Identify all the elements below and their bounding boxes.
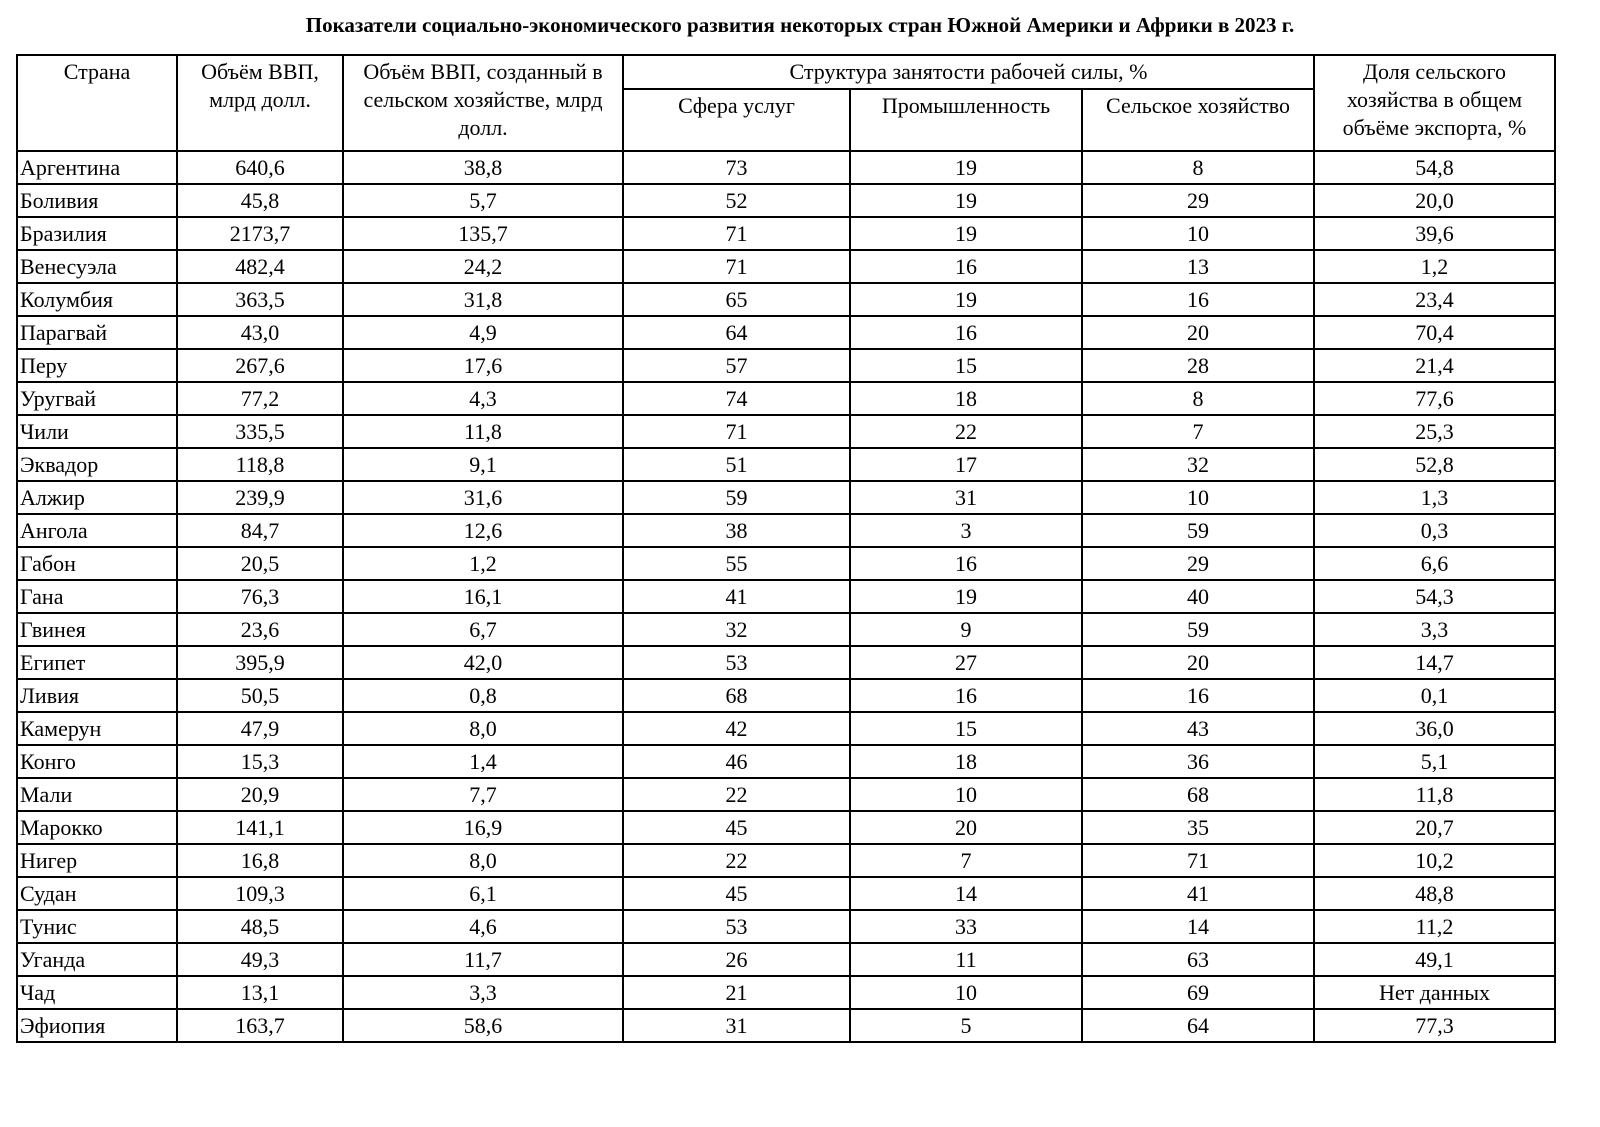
- cell-industry: 16: [850, 679, 1082, 712]
- cell-country: Эфиопия: [17, 1009, 177, 1042]
- cell-country: Марокко: [17, 811, 177, 844]
- cell-country: Тунис: [17, 910, 177, 943]
- header-gdp-agri: Объём ВВП, созданный в сельском хозяйстве, млрд долл.: [343, 55, 623, 151]
- cell-services: 31: [623, 1009, 850, 1042]
- header-employment-group: Структура занятости рабочей силы, %: [623, 55, 1314, 89]
- cell-country: Перу: [17, 349, 177, 382]
- table-row: [17, 679, 1555, 712]
- cell-services: 42: [623, 712, 850, 745]
- cell-country: Габон: [17, 547, 177, 580]
- cell-agriculture: 35: [1082, 811, 1314, 844]
- cell-country: Судан: [17, 877, 177, 910]
- cell-gdp: 363,5: [177, 283, 343, 316]
- cell-country: Ливия: [17, 679, 177, 712]
- cell-agriculture: 29: [1082, 547, 1314, 580]
- cell-industry: 16: [850, 316, 1082, 349]
- cell-agri-export-share: 49,1: [1314, 943, 1555, 976]
- cell-gdp: 239,9: [177, 481, 343, 514]
- cell-country: Венесуэла: [17, 250, 177, 283]
- cell-country: Чили: [17, 415, 177, 448]
- cell-services: 74: [623, 382, 850, 415]
- cell-agri-export-share: 23,4: [1314, 283, 1555, 316]
- cell-gdp: 84,7: [177, 514, 343, 547]
- cell-services: 73: [623, 151, 850, 184]
- cell-gdp-agri: 42,0: [343, 646, 623, 679]
- cell-gdp: 640,6: [177, 151, 343, 184]
- cell-country: Египет: [17, 646, 177, 679]
- cell-gdp: 109,3: [177, 877, 343, 910]
- cell-gdp-agri: 16,1: [343, 580, 623, 613]
- cell-country: Уганда: [17, 943, 177, 976]
- cell-gdp-agri: 31,6: [343, 481, 623, 514]
- cell-gdp-agri: 8,0: [343, 844, 623, 877]
- table-row: [17, 811, 1555, 844]
- cell-gdp-agri: 24,2: [343, 250, 623, 283]
- cell-agriculture: 16: [1082, 679, 1314, 712]
- cell-agriculture: 68: [1082, 778, 1314, 811]
- table-row: [17, 217, 1555, 250]
- table-row: [17, 844, 1555, 877]
- cell-services: 26: [623, 943, 850, 976]
- cell-agri-export-share: 25,3: [1314, 415, 1555, 448]
- cell-agri-export-share: 6,6: [1314, 547, 1555, 580]
- cell-gdp: 20,9: [177, 778, 343, 811]
- cell-agriculture: 71: [1082, 844, 1314, 877]
- cell-gdp: 76,3: [177, 580, 343, 613]
- cell-gdp: 482,4: [177, 250, 343, 283]
- cell-agriculture: 10: [1082, 217, 1314, 250]
- cell-gdp: 395,9: [177, 646, 343, 679]
- cell-industry: 10: [850, 778, 1082, 811]
- cell-gdp-agri: 4,3: [343, 382, 623, 415]
- table-row: [17, 976, 1555, 1009]
- table-row: [17, 580, 1555, 613]
- cell-agriculture: 7: [1082, 415, 1314, 448]
- cell-services: 71: [623, 415, 850, 448]
- cell-agriculture: 29: [1082, 184, 1314, 217]
- cell-agri-export-share: 11,8: [1314, 778, 1555, 811]
- header-gdp: Объём ВВП, млрд долл.: [177, 55, 343, 151]
- cell-industry: 16: [850, 250, 1082, 283]
- cell-country: Мали: [17, 778, 177, 811]
- cell-country: Алжир: [17, 481, 177, 514]
- cell-gdp-agri: 11,8: [343, 415, 623, 448]
- cell-services: 45: [623, 877, 850, 910]
- cell-agriculture: 10: [1082, 481, 1314, 514]
- table-row: [17, 283, 1555, 316]
- cell-agriculture: 59: [1082, 514, 1314, 547]
- cell-services: 57: [623, 349, 850, 382]
- cell-agri-export-share: 36,0: [1314, 712, 1555, 745]
- cell-country: Эквадор: [17, 448, 177, 481]
- table-row: [17, 745, 1555, 778]
- cell-gdp-agri: 8,0: [343, 712, 623, 745]
- cell-gdp: 77,2: [177, 382, 343, 415]
- cell-services: 64: [623, 316, 850, 349]
- cell-agri-export-share: 5,1: [1314, 745, 1555, 778]
- cell-agri-export-share: 77,3: [1314, 1009, 1555, 1042]
- header-industry: Промышленность: [850, 89, 1082, 151]
- cell-services: 71: [623, 250, 850, 283]
- cell-country: Аргентина: [17, 151, 177, 184]
- cell-gdp: 13,1: [177, 976, 343, 1009]
- cell-country: Бразилия: [17, 217, 177, 250]
- cell-country: Нигер: [17, 844, 177, 877]
- cell-country: Колумбия: [17, 283, 177, 316]
- cell-industry: 16: [850, 547, 1082, 580]
- cell-gdp: 23,6: [177, 613, 343, 646]
- cell-gdp-agri: 0,8: [343, 679, 623, 712]
- cell-agriculture: 40: [1082, 580, 1314, 613]
- table-row: [17, 349, 1555, 382]
- cell-country: Камерун: [17, 712, 177, 745]
- cell-agri-export-share: 54,8: [1314, 151, 1555, 184]
- cell-agri-export-share: 3,3: [1314, 613, 1555, 646]
- cell-services: 53: [623, 646, 850, 679]
- cell-gdp: 15,3: [177, 745, 343, 778]
- cell-services: 32: [623, 613, 850, 646]
- cell-gdp: 47,9: [177, 712, 343, 745]
- cell-gdp: 16,8: [177, 844, 343, 877]
- cell-industry: 18: [850, 382, 1082, 415]
- table-row: [17, 547, 1555, 580]
- cell-country: Гана: [17, 580, 177, 613]
- cell-agriculture: 8: [1082, 151, 1314, 184]
- cell-gdp-agri: 38,8: [343, 151, 623, 184]
- cell-country: Конго: [17, 745, 177, 778]
- cell-gdp-agri: 58,6: [343, 1009, 623, 1042]
- cell-industry: 17: [850, 448, 1082, 481]
- cell-gdp-agri: 17,6: [343, 349, 623, 382]
- cell-gdp-agri: 5,7: [343, 184, 623, 217]
- table-row: [17, 481, 1555, 514]
- cell-services: 68: [623, 679, 850, 712]
- cell-agriculture: 14: [1082, 910, 1314, 943]
- cell-industry: 18: [850, 745, 1082, 778]
- cell-services: 21: [623, 976, 850, 1009]
- cell-industry: 31: [850, 481, 1082, 514]
- cell-industry: 15: [850, 349, 1082, 382]
- cell-agri-export-share: 14,7: [1314, 646, 1555, 679]
- cell-services: 46: [623, 745, 850, 778]
- cell-industry: 33: [850, 910, 1082, 943]
- cell-agri-export-share: 20,7: [1314, 811, 1555, 844]
- cell-agriculture: 13: [1082, 250, 1314, 283]
- cell-gdp: 49,3: [177, 943, 343, 976]
- cell-agri-export-share: 52,8: [1314, 448, 1555, 481]
- cell-agri-export-share: 39,6: [1314, 217, 1555, 250]
- cell-gdp-agri: 6,7: [343, 613, 623, 646]
- cell-industry: 19: [850, 184, 1082, 217]
- cell-gdp-agri: 135,7: [343, 217, 623, 250]
- cell-services: 41: [623, 580, 850, 613]
- table-row: [17, 613, 1555, 646]
- cell-agri-export-share: 0,1: [1314, 679, 1555, 712]
- cell-agriculture: 20: [1082, 316, 1314, 349]
- cell-agri-export-share: 0,3: [1314, 514, 1555, 547]
- cell-gdp-agri: 4,9: [343, 316, 623, 349]
- cell-country: Ангола: [17, 514, 177, 547]
- cell-gdp-agri: 16,9: [343, 811, 623, 844]
- cell-agriculture: 43: [1082, 712, 1314, 745]
- cell-gdp: 50,5: [177, 679, 343, 712]
- cell-agriculture: 32: [1082, 448, 1314, 481]
- table-row: [17, 646, 1555, 679]
- cell-services: 71: [623, 217, 850, 250]
- cell-services: 55: [623, 547, 850, 580]
- cell-gdp-agri: 9,1: [343, 448, 623, 481]
- cell-agri-export-share: Нет данных: [1314, 976, 1555, 1009]
- table-row: [17, 316, 1555, 349]
- table-row: [17, 943, 1555, 976]
- header-country: Страна: [17, 55, 177, 151]
- cell-agriculture: 59: [1082, 613, 1314, 646]
- cell-gdp: 48,5: [177, 910, 343, 943]
- cell-gdp: 2173,7: [177, 217, 343, 250]
- cell-country: Боливия: [17, 184, 177, 217]
- cell-agriculture: 41: [1082, 877, 1314, 910]
- cell-gdp-agri: 6,1: [343, 877, 623, 910]
- cell-services: 51: [623, 448, 850, 481]
- cell-country: Парагвай: [17, 316, 177, 349]
- cell-agri-export-share: 20,0: [1314, 184, 1555, 217]
- page-title: Показатели социально-экономического развития некоторых стран Южной Америки и Африки в 2023 г.: [305, 13, 1295, 37]
- cell-country: Гвинея: [17, 613, 177, 646]
- cell-gdp-agri: 11,7: [343, 943, 623, 976]
- cell-services: 59: [623, 481, 850, 514]
- data-table: [16, 54, 1556, 1043]
- cell-agri-export-share: 1,3: [1314, 481, 1555, 514]
- table-row: [17, 778, 1555, 811]
- cell-industry: 10: [850, 976, 1082, 1009]
- cell-agri-export-share: 54,3: [1314, 580, 1555, 613]
- cell-country: Чад: [17, 976, 177, 1009]
- cell-agri-export-share: 21,4: [1314, 349, 1555, 382]
- cell-services: 53: [623, 910, 850, 943]
- header-agriculture: Сельское хозяйство: [1082, 89, 1314, 151]
- cell-industry: 15: [850, 712, 1082, 745]
- cell-gdp-agri: 12,6: [343, 514, 623, 547]
- table-row: [17, 877, 1555, 910]
- cell-agri-export-share: 1,2: [1314, 250, 1555, 283]
- cell-industry: 19: [850, 283, 1082, 316]
- header-agri-export-share: Доля сельского хозяйства в общем объёме экспорта, %: [1314, 55, 1555, 151]
- cell-industry: 7: [850, 844, 1082, 877]
- table-row: [17, 250, 1555, 283]
- cell-gdp-agri: 1,2: [343, 547, 623, 580]
- cell-industry: 19: [850, 151, 1082, 184]
- cell-industry: 19: [850, 217, 1082, 250]
- cell-services: 52: [623, 184, 850, 217]
- cell-services: 22: [623, 844, 850, 877]
- cell-agriculture: 8: [1082, 382, 1314, 415]
- cell-gdp: 163,7: [177, 1009, 343, 1042]
- header-services: Сфера услуг: [623, 89, 850, 151]
- cell-industry: 14: [850, 877, 1082, 910]
- cell-agriculture: 20: [1082, 646, 1314, 679]
- cell-industry: 3: [850, 514, 1082, 547]
- cell-agriculture: 69: [1082, 976, 1314, 1009]
- table-row: [17, 910, 1555, 943]
- cell-gdp: 118,8: [177, 448, 343, 481]
- cell-industry: 20: [850, 811, 1082, 844]
- table-row: [17, 184, 1555, 217]
- table-row: [17, 712, 1555, 745]
- cell-industry: 5: [850, 1009, 1082, 1042]
- cell-gdp-agri: 4,6: [343, 910, 623, 943]
- table-row: [17, 151, 1555, 184]
- cell-agri-export-share: 11,2: [1314, 910, 1555, 943]
- cell-gdp: 141,1: [177, 811, 343, 844]
- table-row: [17, 514, 1555, 547]
- cell-services: 65: [623, 283, 850, 316]
- cell-agriculture: 63: [1082, 943, 1314, 976]
- cell-country: Уругвай: [17, 382, 177, 415]
- cell-gdp: 267,6: [177, 349, 343, 382]
- cell-agriculture: 36: [1082, 745, 1314, 778]
- table-row: [17, 415, 1555, 448]
- cell-agri-export-share: 10,2: [1314, 844, 1555, 877]
- cell-industry: 19: [850, 580, 1082, 613]
- table-row: [17, 382, 1555, 415]
- cell-gdp-agri: 31,8: [343, 283, 623, 316]
- cell-gdp-agri: 1,4: [343, 745, 623, 778]
- cell-industry: 11: [850, 943, 1082, 976]
- cell-agri-export-share: 77,6: [1314, 382, 1555, 415]
- cell-gdp: 43,0: [177, 316, 343, 349]
- cell-agriculture: 64: [1082, 1009, 1314, 1042]
- cell-agri-export-share: 70,4: [1314, 316, 1555, 349]
- cell-gdp: 335,5: [177, 415, 343, 448]
- table-row: [17, 1009, 1555, 1042]
- cell-industry: 27: [850, 646, 1082, 679]
- cell-services: 22: [623, 778, 850, 811]
- cell-agriculture: 28: [1082, 349, 1314, 382]
- table-row: [17, 448, 1555, 481]
- cell-industry: 22: [850, 415, 1082, 448]
- cell-gdp-agri: 7,7: [343, 778, 623, 811]
- cell-services: 38: [623, 514, 850, 547]
- cell-agri-export-share: 48,8: [1314, 877, 1555, 910]
- cell-gdp-agri: 3,3: [343, 976, 623, 1009]
- cell-services: 45: [623, 811, 850, 844]
- cell-agriculture: 16: [1082, 283, 1314, 316]
- table-body: [17, 151, 1555, 1042]
- cell-gdp: 20,5: [177, 547, 343, 580]
- cell-industry: 9: [850, 613, 1082, 646]
- cell-gdp: 45,8: [177, 184, 343, 217]
